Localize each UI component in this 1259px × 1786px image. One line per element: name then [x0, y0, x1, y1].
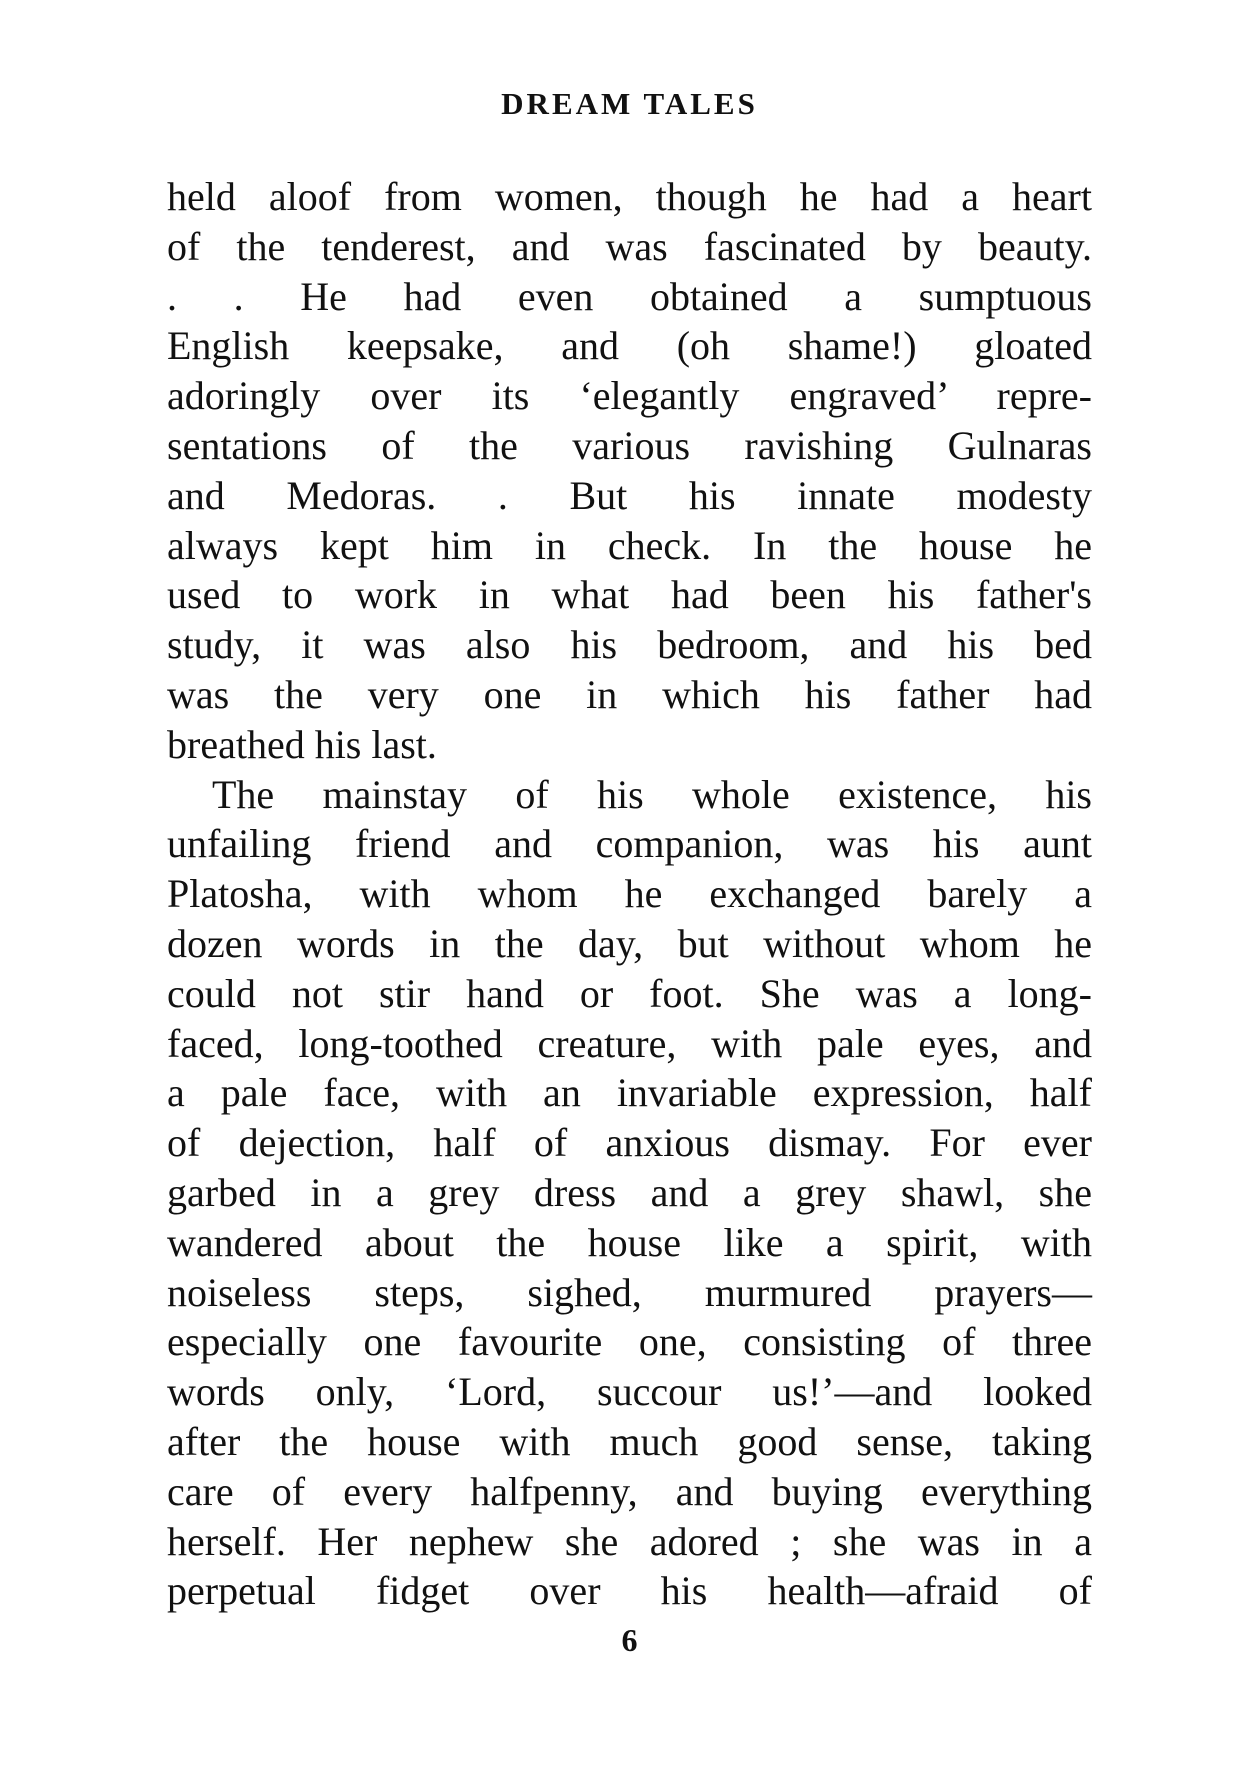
running-title: DREAM TALES: [501, 86, 758, 121]
text-line: faced, long-toothed creature, with pale eyes, and: [167, 1020, 1092, 1066]
text-line: Platosha, with whom he exchanged barely a: [167, 871, 1092, 917]
text-line: held aloof from women, though he had a heart: [167, 174, 1092, 219]
text-line: perpetual fidget over his health—afraid of: [167, 1568, 1092, 1614]
text-line: could not stir hand or foot. She was a long-: [167, 970, 1092, 1016]
paragraph-start-line: The mainstay of his whole existence, his: [212, 771, 1092, 817]
text-line: and Medoras. . But his innate modesty: [167, 472, 1092, 518]
text-line: a pale face, with an invariable expression, half: [167, 1070, 1092, 1116]
text-line: wandered about the house like a spirit, with: [167, 1219, 1092, 1265]
text-line: used to work in what had been his father's: [167, 572, 1092, 618]
text-line: English keepsake, and (oh shame!) gloated: [167, 323, 1092, 369]
text-line: dozen words in the day, but without whom he: [167, 920, 1092, 966]
text-line: of the tenderest, and was fascinated by beauty.: [167, 223, 1092, 269]
text-line: noiseless steps, sighed, murmured prayers—: [167, 1269, 1092, 1315]
text-line: care of every halfpenny, and buying everything: [167, 1468, 1092, 1514]
page-number: 6: [621, 1622, 638, 1658]
text-line: sentations of the various ravishing Gulnaras: [167, 422, 1092, 468]
text-line: was the very one in which his father had: [167, 671, 1092, 717]
body-text: [167, 172, 1092, 1616]
text-line: words only, ‘Lord, succour us!’—and looked: [167, 1369, 1092, 1415]
text-line: after the house with much good sense, taking: [167, 1418, 1092, 1464]
text-line: of dejection, half of anxious dismay. For ever: [167, 1120, 1092, 1166]
text-line: study, it was also his bedroom, and his bed: [167, 622, 1092, 668]
text-line: adoringly over its ‘elegantly engraved’ repre-: [167, 373, 1092, 419]
paragraph-end-line: breathed his last.: [167, 721, 437, 767]
text-line: especially one favourite one, consisting of three: [167, 1319, 1092, 1365]
text-line: unfailing friend and companion, was his aunt: [167, 821, 1092, 867]
text-line: . . He had even obtained a sumptuous: [167, 273, 1092, 319]
text-line: always kept him in check. In the house he: [167, 522, 1092, 568]
text-line: garbed in a grey dress and a grey shawl, she: [167, 1169, 1092, 1215]
text-line: herself. Her nephew she adored ; she was in a: [167, 1518, 1092, 1564]
